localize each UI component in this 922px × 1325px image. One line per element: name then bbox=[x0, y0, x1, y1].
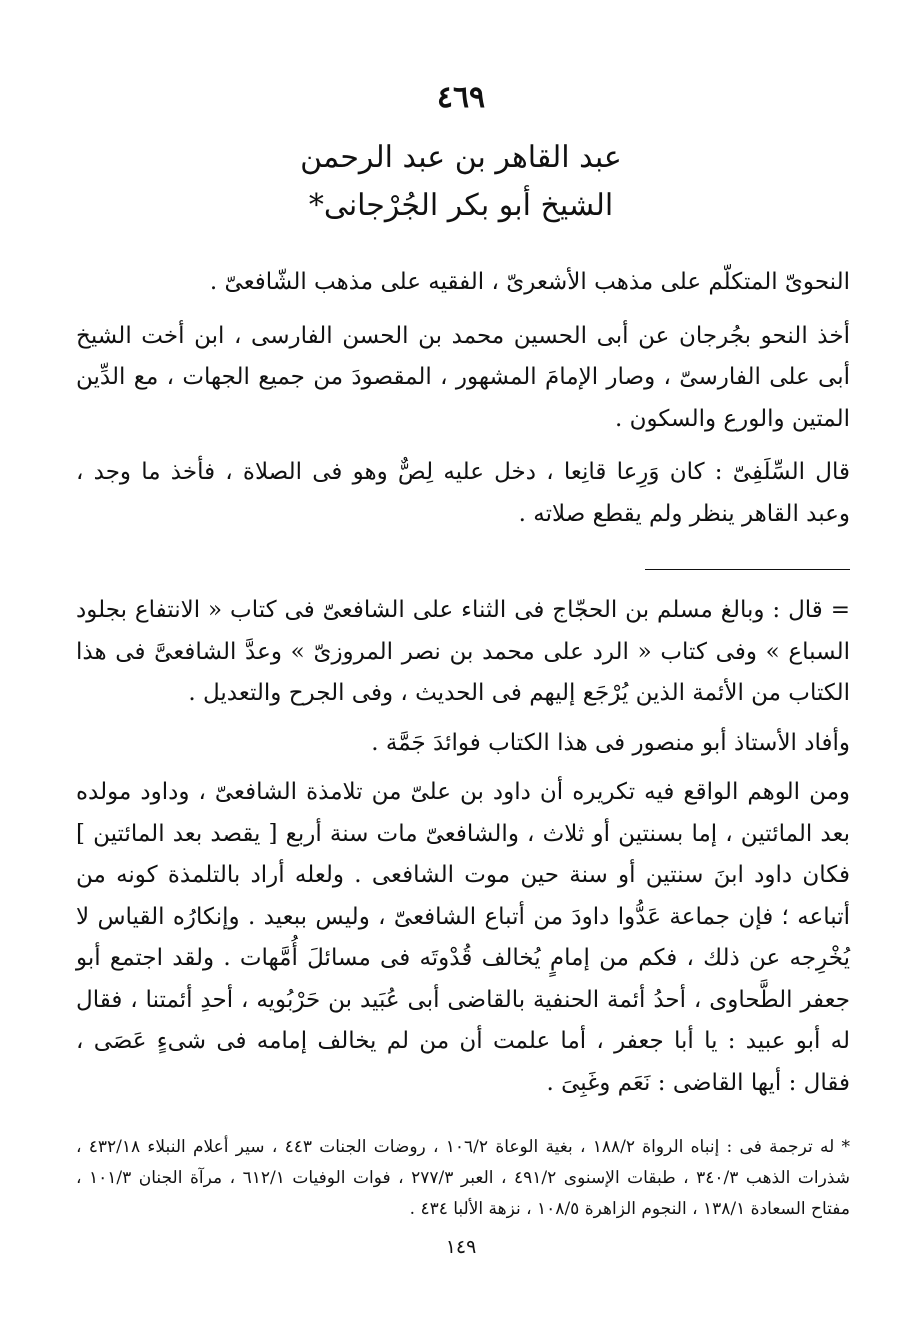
continued-notes bbox=[76, 590, 850, 1104]
separator-rule bbox=[645, 569, 850, 570]
page-number-bottom: ١٤٩ bbox=[445, 1236, 477, 1258]
paragraph: النحوىّ المتكلّم على مذهب الأشعرىّ ، الفقيه على مذهب الشّافعىّ . bbox=[209, 269, 850, 295]
paragraph: أخذ النحو بجُرجان عن أبى الحسين محمد بن الحسن الفارسى ، ابن أخت الشيخ أبى على الفارسىّ ، وصار الإمامَ المشهور ، المقصودَ من جميع الجهات ، مع الدِّين المتين والورع والسكون . bbox=[76, 322, 850, 432]
note-paragraph: وأفاد الأستاذ أبو منصور فى هذا الكتاب فوائدَ جَمَّة . bbox=[371, 729, 850, 756]
footnote bbox=[76, 1132, 850, 1225]
page-number-top: ٤٦٩ bbox=[436, 80, 486, 115]
main-text bbox=[76, 262, 850, 535]
entry-subtitle: الشيخ أبو بكر الجُرْجانى* bbox=[308, 188, 614, 223]
note-paragraph: ومن الوهم الواقع فيه تكريره أن داود بن علىّ من تلامذة الشافعىّ ، وداود مولده بعد المائتين ، إما بسنتين أو ثلاث ، والشافعىّ مات سنة أربع [ يقصد بعد المائتين ] فكان داود ابنَ سنتين أو سنة حين موت الشافعى . ولعله أراد بالتلمذة كونه من أتباعه ؛ فإن جماعة عَدُّوا داودَ من أتباع الشافعىّ ، وليس ببعيد . وإنكارُه القياس لا يُخْرِجه عن ذلك ، فكم من إمامٍ يُخالف قُدْوتَه فى مسائلَ أُمَّهات . ولقد اجتمع أبو جعفر الطَّحاوى ، أحدُ أئمة الحنفية بالقاضى أبى عُبَيد بن حَرْبُويه ، أحدِ أئمتنا ، فقال له أبو عبيد : يا أبا جعفر ، أما علمت أن من لم يخالف إمامه فى شىءٍ عَصَى ، فقال : أيها القاضى : نَعَم وغَبِىَ . bbox=[76, 779, 850, 1096]
footnote-text: * له ترجمة فى : إنباه الرواة ١٨٨/٢ ، بغية الوعاة ١٠٦/٢ ، روضات الجنات ٤٤٣ ، سير أعلام النبلاء ٤٣٢/١٨ ، شذرات الذهب ٣٤٠/٣ ، طبقات الإسنوى ٤٩١/٢ ، العبر ٢٧٧/٣ ، فوات الوفيات ٦١٢/١ ، مرآة الجنان ١٠١/٣ ، مفتاح السعادة ١٣٨/١ ، النجوم الزاهرة ١٠٨/٥ ، نزهة الألبا ٤٣٤ . bbox=[76, 1137, 851, 1219]
entry-title: عبد القاهر بن عبد الرحمن bbox=[300, 140, 622, 175]
paragraph: قال السِّلَفِىّ : كان وَرِعا قانِعا ، دخل عليه لِصٌّ وهو فى الصلاة ، فأخذ ما وجد ، وعبد القاهر ينظر ولم يقطع صلاته . bbox=[76, 459, 850, 527]
note-paragraph: = قال : وبالغ مسلم بن الحجّاج فى الثناء على الشافعىّ فى كتاب « الانتفاع بجلود السباع » وفى كتاب « الرد على محمد بن نصر المروزىّ » وعدَّ الشافعىَّ فى هذا الكتاب من الأئمة الذين يُرْجَع إليهم فى الحديث ، وفى الجرح والتعديل . bbox=[76, 597, 850, 706]
